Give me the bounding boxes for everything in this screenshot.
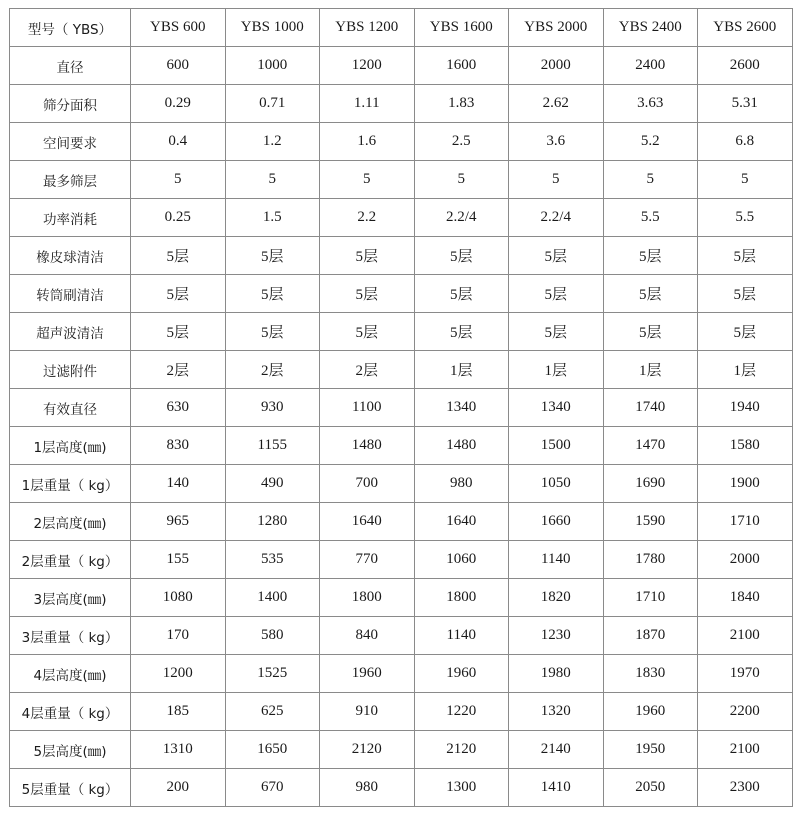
value-cell: 140 xyxy=(131,465,226,503)
value-cell: 2400 xyxy=(603,47,698,85)
value-cell: 5.31 xyxy=(698,85,793,123)
value-cell: 490 xyxy=(225,465,320,503)
table-row xyxy=(10,85,793,123)
value-cell: 5层 xyxy=(603,313,698,351)
parameter-label-cell: 3层高度(㎜) xyxy=(10,579,131,617)
value-cell: 1050 xyxy=(509,465,604,503)
value-cell: 1200 xyxy=(320,47,415,85)
value-cell: 6.8 xyxy=(698,123,793,161)
parameter-label-cell: 过滤附件 xyxy=(10,351,131,389)
model-column-header: YBS 2400 xyxy=(603,9,698,47)
value-cell: 830 xyxy=(131,427,226,465)
value-cell: 1690 xyxy=(603,465,698,503)
value-cell: 630 xyxy=(131,389,226,427)
value-cell: 770 xyxy=(320,541,415,579)
value-cell: 1970 xyxy=(698,655,793,693)
model-column-header: YBS 600 xyxy=(131,9,226,47)
value-cell: 1200 xyxy=(131,655,226,693)
value-cell: 1960 xyxy=(320,655,415,693)
value-cell: 2120 xyxy=(320,731,415,769)
value-cell: 1820 xyxy=(509,579,604,617)
value-cell: 2000 xyxy=(509,47,604,85)
value-cell: 1640 xyxy=(414,503,509,541)
value-cell: 1060 xyxy=(414,541,509,579)
value-cell: 185 xyxy=(131,693,226,731)
value-cell: 5层 xyxy=(414,237,509,275)
value-cell: 155 xyxy=(131,541,226,579)
value-cell: 1.11 xyxy=(320,85,415,123)
value-cell: 2层 xyxy=(131,351,226,389)
value-cell: 5层 xyxy=(131,275,226,313)
value-cell: 2120 xyxy=(414,731,509,769)
value-cell: 1.6 xyxy=(320,123,415,161)
parameter-label-cell: 3层重量（ kg） xyxy=(10,617,131,655)
value-cell: 1480 xyxy=(320,427,415,465)
value-cell: 3.6 xyxy=(509,123,604,161)
parameter-label-cell: 橡皮球清洁 xyxy=(10,237,131,275)
table-row xyxy=(10,617,793,655)
parameter-label-cell: 1层高度(㎜) xyxy=(10,427,131,465)
parameter-label-cell: 1层重量（ kg） xyxy=(10,465,131,503)
table-row xyxy=(10,123,793,161)
value-cell: 5 xyxy=(698,161,793,199)
value-cell: 1300 xyxy=(414,769,509,807)
value-cell: 0.29 xyxy=(131,85,226,123)
value-cell: 2000 xyxy=(698,541,793,579)
value-cell: 5层 xyxy=(509,313,604,351)
value-cell: 1层 xyxy=(698,351,793,389)
value-cell: 1100 xyxy=(320,389,415,427)
parameter-label-cell: 空间要求 xyxy=(10,123,131,161)
parameter-label-cell: 转筒刷清洁 xyxy=(10,275,131,313)
value-cell: 1层 xyxy=(414,351,509,389)
parameter-label-cell: 筛分面积 xyxy=(10,85,131,123)
value-cell: 5 xyxy=(131,161,226,199)
value-cell: 1870 xyxy=(603,617,698,655)
parameter-label-cell: 2层高度(㎜) xyxy=(10,503,131,541)
model-column-header: YBS 2600 xyxy=(698,9,793,47)
value-cell: 2层 xyxy=(225,351,320,389)
value-cell: 1960 xyxy=(414,655,509,693)
value-cell: 5层 xyxy=(414,313,509,351)
value-cell: 5 xyxy=(320,161,415,199)
value-cell: 1900 xyxy=(698,465,793,503)
parameter-label-cell: 直径 xyxy=(10,47,131,85)
value-cell: 1500 xyxy=(509,427,604,465)
value-cell: 535 xyxy=(225,541,320,579)
value-cell: 5层 xyxy=(320,237,415,275)
value-cell: 910 xyxy=(320,693,415,731)
table-row xyxy=(10,313,793,351)
value-cell: 600 xyxy=(131,47,226,85)
value-cell: 1950 xyxy=(603,731,698,769)
table-row xyxy=(10,47,793,85)
value-cell: 1590 xyxy=(603,503,698,541)
value-cell: 625 xyxy=(225,693,320,731)
value-cell: 5层 xyxy=(225,275,320,313)
value-cell: 2140 xyxy=(509,731,604,769)
value-cell: 1980 xyxy=(509,655,604,693)
value-cell: 670 xyxy=(225,769,320,807)
value-cell: 2.2/4 xyxy=(509,199,604,237)
value-cell: 1310 xyxy=(131,731,226,769)
value-cell: 2600 xyxy=(698,47,793,85)
parameter-label-cell: 2层重量（ kg） xyxy=(10,541,131,579)
value-cell: 1600 xyxy=(414,47,509,85)
value-cell: 930 xyxy=(225,389,320,427)
parameter-label-cell: 超声波清洁 xyxy=(10,313,131,351)
value-cell: 5层 xyxy=(225,313,320,351)
value-cell: 1层 xyxy=(603,351,698,389)
model-column-header: YBS 1600 xyxy=(414,9,509,47)
value-cell: 2300 xyxy=(698,769,793,807)
value-cell: 1.5 xyxy=(225,199,320,237)
value-cell: 2层 xyxy=(320,351,415,389)
value-cell: 3.63 xyxy=(603,85,698,123)
value-cell: 980 xyxy=(320,769,415,807)
value-cell: 1840 xyxy=(698,579,793,617)
value-cell: 5层 xyxy=(320,275,415,313)
value-cell: 5层 xyxy=(509,237,604,275)
value-cell: 0.71 xyxy=(225,85,320,123)
model-column-header: YBS 1000 xyxy=(225,9,320,47)
table-row xyxy=(10,351,793,389)
value-cell: 5层 xyxy=(131,313,226,351)
value-cell: 1400 xyxy=(225,579,320,617)
value-cell: 1780 xyxy=(603,541,698,579)
parameter-label-cell: 4层重量（ kg） xyxy=(10,693,131,731)
table-row xyxy=(10,427,793,465)
value-cell: 5层 xyxy=(698,313,793,351)
model-header-cell: 型号（ YBS） xyxy=(10,9,131,47)
value-cell: 2.5 xyxy=(414,123,509,161)
value-cell: 1140 xyxy=(414,617,509,655)
value-cell: 1230 xyxy=(509,617,604,655)
value-cell: 2050 xyxy=(603,769,698,807)
table-row xyxy=(10,275,793,313)
value-cell: 1710 xyxy=(698,503,793,541)
value-cell: 5 xyxy=(225,161,320,199)
value-cell: 840 xyxy=(320,617,415,655)
value-cell: 1470 xyxy=(603,427,698,465)
parameter-label-cell: 有效直径 xyxy=(10,389,131,427)
value-cell: 5.2 xyxy=(603,123,698,161)
table-row xyxy=(10,731,793,769)
table-row xyxy=(10,579,793,617)
parameter-label-cell: 最多筛层 xyxy=(10,161,131,199)
value-cell: 5.5 xyxy=(698,199,793,237)
table-row xyxy=(10,503,793,541)
table-row xyxy=(10,465,793,503)
value-cell: 1080 xyxy=(131,579,226,617)
value-cell: 1340 xyxy=(509,389,604,427)
table-row xyxy=(10,655,793,693)
table-row xyxy=(10,237,793,275)
value-cell: 2.62 xyxy=(509,85,604,123)
value-cell: 1640 xyxy=(320,503,415,541)
model-column-header: YBS 2000 xyxy=(509,9,604,47)
value-cell: 1.83 xyxy=(414,85,509,123)
parameter-label-cell: 5层重量（ kg） xyxy=(10,769,131,807)
value-cell: 5.5 xyxy=(603,199,698,237)
value-cell: 1960 xyxy=(603,693,698,731)
value-cell: 5 xyxy=(603,161,698,199)
value-cell: 2.2/4 xyxy=(414,199,509,237)
value-cell: 5层 xyxy=(603,237,698,275)
value-cell: 2100 xyxy=(698,731,793,769)
table-row xyxy=(10,161,793,199)
value-cell: 2100 xyxy=(698,617,793,655)
table-row xyxy=(10,199,793,237)
model-column-header: YBS 1200 xyxy=(320,9,415,47)
value-cell: 1580 xyxy=(698,427,793,465)
spec-table-body xyxy=(10,9,793,807)
value-cell: 1740 xyxy=(603,389,698,427)
value-cell: 1410 xyxy=(509,769,604,807)
value-cell: 1000 xyxy=(225,47,320,85)
value-cell: 5层 xyxy=(603,275,698,313)
value-cell: 1层 xyxy=(509,351,604,389)
value-cell: 1340 xyxy=(414,389,509,427)
value-cell: 5层 xyxy=(698,275,793,313)
value-cell: 1800 xyxy=(320,579,415,617)
value-cell: 1525 xyxy=(225,655,320,693)
value-cell: 1280 xyxy=(225,503,320,541)
table-row xyxy=(10,541,793,579)
value-cell: 1660 xyxy=(509,503,604,541)
value-cell: 5 xyxy=(509,161,604,199)
value-cell: 1830 xyxy=(603,655,698,693)
value-cell: 2200 xyxy=(698,693,793,731)
value-cell: 1155 xyxy=(225,427,320,465)
value-cell: 2.2 xyxy=(320,199,415,237)
value-cell: 1480 xyxy=(414,427,509,465)
value-cell: 5层 xyxy=(509,275,604,313)
table-row xyxy=(10,389,793,427)
value-cell: 1710 xyxy=(603,579,698,617)
value-cell: 1800 xyxy=(414,579,509,617)
table-header-row xyxy=(10,9,793,47)
parameter-label-cell: 功率消耗 xyxy=(10,199,131,237)
table-row xyxy=(10,693,793,731)
value-cell: 170 xyxy=(131,617,226,655)
table-row xyxy=(10,769,793,807)
value-cell: 5 xyxy=(414,161,509,199)
spec-table xyxy=(9,8,793,807)
parameter-label-cell: 4层高度(㎜) xyxy=(10,655,131,693)
value-cell: 965 xyxy=(131,503,226,541)
value-cell: 700 xyxy=(320,465,415,503)
value-cell: 1140 xyxy=(509,541,604,579)
value-cell: 5层 xyxy=(225,237,320,275)
value-cell: 1220 xyxy=(414,693,509,731)
value-cell: 0.4 xyxy=(131,123,226,161)
value-cell: 1940 xyxy=(698,389,793,427)
parameter-label-cell: 5层高度(㎜) xyxy=(10,731,131,769)
value-cell: 200 xyxy=(131,769,226,807)
value-cell: 5层 xyxy=(320,313,415,351)
value-cell: 5层 xyxy=(414,275,509,313)
value-cell: 1650 xyxy=(225,731,320,769)
value-cell: 0.25 xyxy=(131,199,226,237)
value-cell: 580 xyxy=(225,617,320,655)
value-cell: 1.2 xyxy=(225,123,320,161)
value-cell: 5层 xyxy=(698,237,793,275)
value-cell: 980 xyxy=(414,465,509,503)
value-cell: 5层 xyxy=(131,237,226,275)
value-cell: 1320 xyxy=(509,693,604,731)
